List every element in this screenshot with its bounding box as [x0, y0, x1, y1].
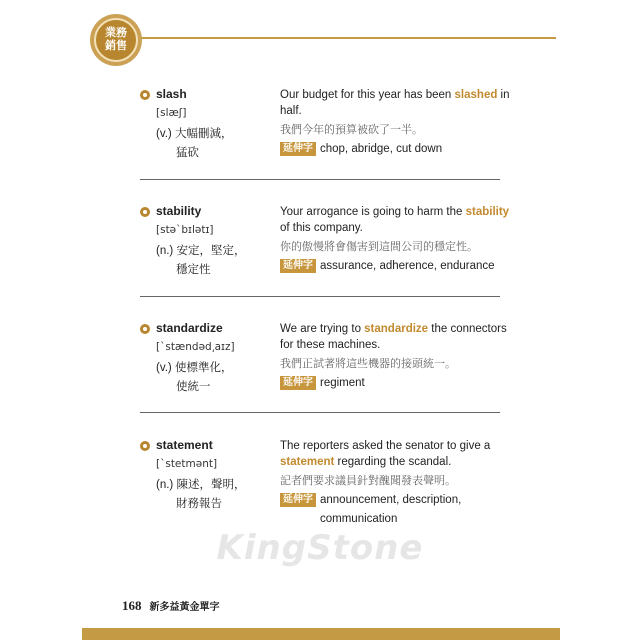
vocab-word: stability	[156, 204, 202, 218]
divider	[140, 179, 500, 180]
highlighted-word: slashed	[454, 89, 498, 101]
highlighted-word: stability	[465, 206, 510, 218]
related-words	[280, 491, 510, 529]
sentence-translation: 你的傲慢將會傷害到這間公司的穩定性。	[280, 241, 478, 253]
sentence-translation: 我們正試著將這些機器的接頭統一。	[280, 358, 456, 370]
definition-line: 財務報告	[176, 498, 222, 510]
vocab-word: statement	[156, 438, 213, 452]
vocab-word: slash	[156, 87, 187, 101]
header-rule	[128, 37, 556, 39]
definition-line: 使統一	[176, 381, 211, 393]
related-words-list: assurance, adherence, endurance	[320, 260, 495, 272]
related-words-list: regiment	[320, 377, 365, 389]
vocab-word: standardize	[156, 321, 223, 335]
definition-line: (n.) 安定，堅定，	[156, 245, 246, 257]
part-of-speech-definition	[156, 476, 266, 514]
example-sentence: The reporters asked the senator to give a statement regarding the scandal.	[280, 440, 491, 468]
part-of-speech-definition	[156, 359, 266, 397]
definition-line: (n.) 陳述，聲明，	[156, 479, 246, 491]
definition-line: (v.) 使標準化，	[156, 362, 233, 374]
divider	[140, 296, 500, 297]
vocab-entry	[140, 438, 510, 530]
related-words	[280, 374, 510, 393]
divider	[140, 412, 500, 413]
phonetic: [slæʃ]	[156, 107, 187, 119]
related-words	[280, 257, 510, 276]
related-words-list: chop, abridge, cut down	[320, 143, 443, 155]
related-words-tag: 延伸字	[280, 493, 316, 507]
related-words-tag: 延伸字	[280, 376, 316, 390]
phonetic: [stəˋbɪlətɪ]	[156, 224, 214, 236]
page-footer	[122, 598, 220, 614]
bullet-icon	[140, 207, 150, 217]
highlighted-word: statement	[280, 456, 335, 468]
vocab-entry	[140, 204, 510, 284]
related-words-list-cont: communication	[320, 513, 398, 525]
related-words-tag: 延伸字	[280, 142, 316, 156]
book-title: 新多益黃金單字	[149, 602, 220, 613]
related-words	[280, 140, 510, 159]
part-of-speech-definition	[156, 125, 266, 163]
bullet-icon	[140, 324, 150, 334]
part-of-speech-definition	[156, 242, 266, 280]
highlighted-word: standardize	[364, 323, 429, 335]
footer-bar	[82, 628, 560, 640]
vocab-entry	[140, 321, 510, 401]
definition-line: 猛砍	[176, 147, 199, 159]
phonetic: [ˋstetmənt]	[156, 458, 218, 470]
example-sentence: Our budget for this year has been slashed in half.	[280, 89, 510, 117]
watermark: KingStone	[216, 528, 424, 568]
related-words-tag: 延伸字	[280, 259, 316, 273]
definition-line: (v.) 大幅刪減，	[156, 128, 233, 140]
definition-line: 穩定性	[176, 264, 211, 276]
badge-label-line1: 業務	[105, 27, 127, 39]
page-number: 168	[122, 598, 142, 613]
bullet-icon	[140, 441, 150, 451]
related-words-list: announcement, description,	[320, 494, 462, 506]
badge-label-line2: 銷售	[105, 40, 127, 52]
sentence-translation: 我們今年的預算被砍了一半。	[280, 124, 423, 136]
category-badge	[90, 14, 142, 66]
sentence-translation: 記者們要求議員針對醜聞發表聲明。	[280, 475, 456, 487]
phonetic: [ˋstændəd͵aɪz]	[156, 341, 235, 353]
bullet-icon	[140, 90, 150, 100]
vocab-entry	[140, 87, 510, 167]
example-sentence: Your arrogance is going to harm the stability of this company.	[280, 206, 510, 234]
example-sentence: We are trying to standardize the connectors for these machines.	[280, 323, 507, 351]
